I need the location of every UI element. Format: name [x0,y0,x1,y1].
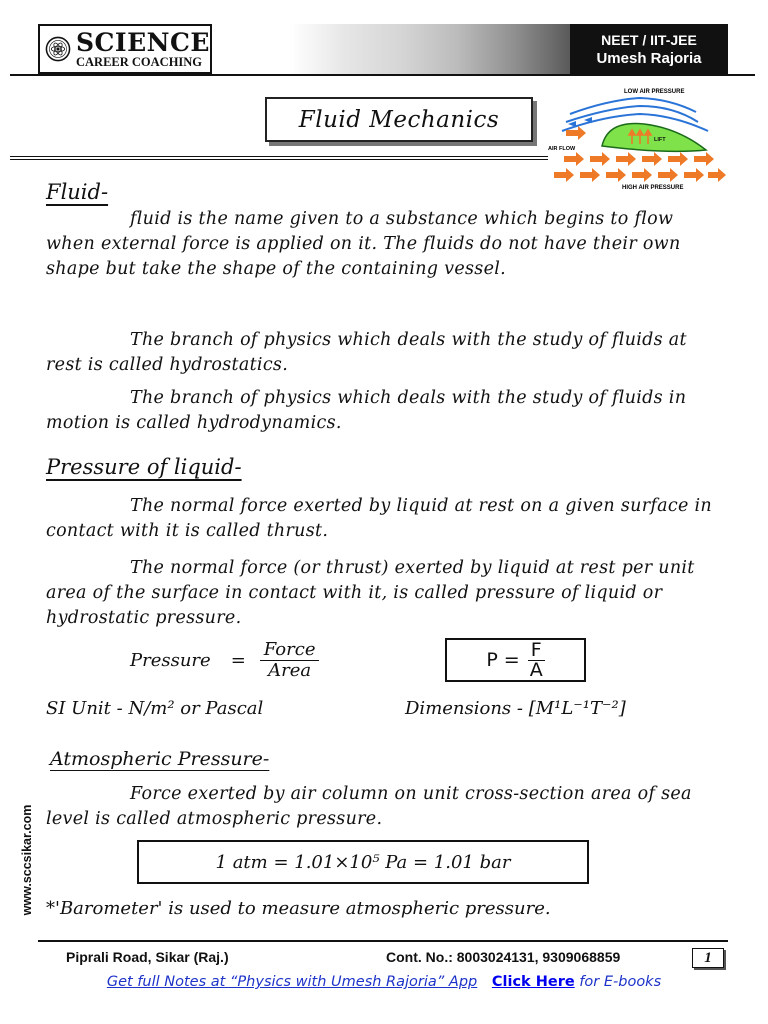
thrust-definition: The normal force exerted by liquid at rest on a given surface in contact with it is called thrust. [46,496,712,541]
barometer-note: *'Barometer' is used to measure atmospheric pressure. [46,898,551,919]
promo-suffix: for E-books [579,974,662,990]
pressure-formula [130,640,319,680]
section-heading-atmospheric: Atmospheric Pressure- [50,748,270,770]
footer-contact: Cont. No.: 8003024131, 9309068859 [386,949,621,965]
footer-divider [38,940,728,942]
header-exam-label: NEET / IIT-JEE [601,31,697,48]
hydrostatics-definition: The branch of physics which deals with the study of fluids at rest is called hydrostatics. [46,330,687,375]
side-website-label: www.sccsikar.com [20,804,34,916]
fluid-definition: fluid is the name given to a substance which begins to flow when external force is applied on it. The fluids do not have their own shape but take the shape of the containing vessel. [46,209,681,279]
box-numerator: F [528,641,545,661]
footer-promo [0,974,768,990]
logo-subtitle: CAREER COACHING [75,54,203,69]
header-divider [10,74,755,76]
lift-label: LIFT [654,137,666,143]
header-author-name: Umesh Rajoria [596,49,702,67]
promo-text-link[interactable]: Get full Notes at “Physics with Umesh Rajoria” App [106,974,478,990]
click-here-link[interactable]: Click Here [491,974,575,990]
hydrodynamics-definition: The branch of physics which deals with the study of fluids in motion is called hydrodynamics. [46,388,687,433]
formula-numerator: Force [260,640,320,661]
atm-equation-box: 1 atm = 1.01×10⁵ Pa = 1.01 bar [137,840,589,884]
low-pressure-label: LOW AIR PRESSURE [624,89,685,95]
high-pressure-label: HIGH AIR PRESSURE [622,185,684,191]
box-formula-fraction [528,638,545,681]
section-heading-pressure: Pressure of liquid- [46,455,242,479]
air-flow-label: AIR FLOW [548,146,576,152]
footer-address: Piprali Road, Sikar (Raj.) [66,949,229,965]
atmospheric-definition: Force exerted by air column on unit cross-section area of sea level is called atmospheric pressure. [46,784,692,829]
box-formula-lhs: P = [486,649,520,671]
logo [38,24,212,74]
page-number: 1 [692,948,724,968]
header-gradient-band [290,24,570,74]
logo-title: SCIENCE [75,27,210,57]
page-title: Fluid Mechanics [265,97,533,142]
formula-denominator: Area [268,659,312,681]
pressure-definition: The normal force (or thrust) exerted by liquid at rest per unit area of the surface in contact with it, is called pressure of liquid or hydrostatic pressure. [46,558,695,628]
dimensions-line: Dimensions - [M¹L⁻¹T⁻²] [405,698,626,719]
title-divider [10,156,548,160]
formula-equals: = [230,649,246,671]
formula-lhs: Pressure [130,649,211,671]
atom-emblem-icon [44,28,72,70]
section-heading-fluid: Fluid- [46,180,109,204]
lift-arrow-icon [629,130,651,144]
header-badge [570,24,728,74]
airfoil-lift-diagram [548,84,728,192]
page-header [0,0,768,80]
box-denominator: A [529,658,543,681]
formula-fraction [260,640,320,681]
pressure-formula-box [445,638,586,682]
si-unit-line: SI Unit - N/m² or Pascal [46,698,264,719]
